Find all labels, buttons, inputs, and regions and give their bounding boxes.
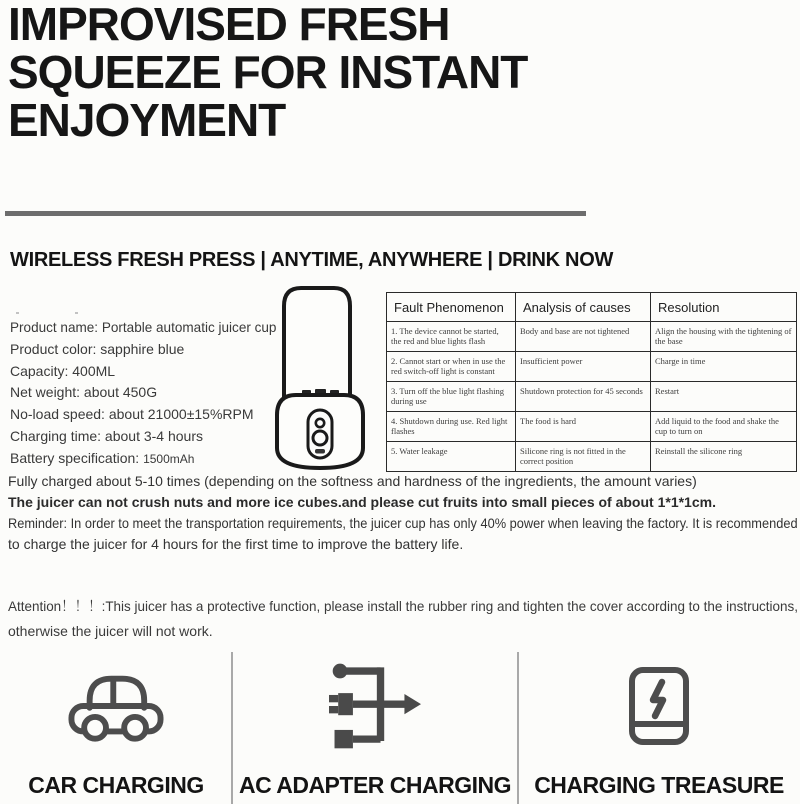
title-line-3: ENJOYMENT	[8, 94, 286, 146]
charging-option-car	[0, 648, 232, 800]
table-row	[387, 322, 797, 352]
table-header-row	[387, 293, 797, 322]
table-cell: Align the housing with the tightening of the base	[651, 322, 797, 352]
table-header-analysis: Analysis of causes	[516, 293, 651, 322]
note-charge-cycles: Fully charged about 5-10 times (depending on the softness and hardness of the ingredients, the amount varies)	[8, 473, 697, 489]
car-icon	[66, 656, 166, 756]
spec-item-weight: Net weight: about 450G	[10, 384, 158, 401]
table-cell: The food is hard	[516, 412, 651, 442]
tagline: WIRELESS FRESH PRESS | ANYTIME, ANYWHERE | DRINK NOW	[10, 249, 614, 271]
table-cell: Charge in time	[651, 352, 797, 382]
spec-item-capacity: Capacity: 400ML	[10, 362, 116, 379]
title-line-2: SQUEEZE FOR INSTANT	[8, 46, 528, 98]
note-no-nuts: The juicer can not crush nuts and more ice cubes.and please cut fruits into small pieces of about 1*1*1cm.	[8, 494, 716, 510]
table-header-resolution: Resolution	[651, 293, 797, 322]
spec-item-speed: No-load speed: about 21000±15%RPM	[10, 406, 254, 423]
charging-methods-section	[0, 648, 800, 800]
juicer-port	[315, 449, 325, 454]
vertical-divider	[231, 652, 233, 804]
spec-item-charging-time: Charging time: about 3-4 hours	[10, 427, 203, 444]
spec-list	[10, 317, 276, 471]
note-reminder-2: to charge the juicer for 4 hours for the first time to improve the battery life.	[8, 536, 464, 552]
table-cell: Add liquid to the food and shake the cup to turn on	[651, 412, 797, 442]
juicer-illustration	[274, 284, 366, 477]
power-bank-icon	[628, 656, 690, 756]
attention-line-1: Attention！！！:This juicer has a protective function, please install the rubber ring and tighten the cover according to the instructions,	[8, 598, 798, 614]
vertical-divider	[517, 652, 519, 804]
usage-notes	[8, 471, 798, 555]
table-row	[387, 442, 797, 472]
charging-option-label: CAR CHARGING	[28, 772, 204, 798]
juicer-cup	[284, 288, 350, 397]
attention-line-2: otherwise the juicer will not work.	[8, 623, 213, 639]
table-cell: Reinstall the silicone ring	[651, 442, 797, 472]
table-row	[387, 412, 797, 442]
table-cell: Body and base are not tightened	[516, 322, 651, 352]
table-header-fault: Fault Phenomenon	[387, 293, 516, 322]
table-cell: 1. The device cannot be started, the red and blue lights flash	[387, 322, 516, 352]
page-title	[8, 0, 527, 144]
charging-option-power-bank	[518, 648, 800, 800]
table-cell: Shutdown protection for 45 seconds	[516, 382, 651, 412]
table-row	[387, 382, 797, 412]
table-row	[387, 352, 797, 382]
spec-item-color: Product color: sapphire blue	[10, 340, 185, 357]
table-cell: Insufficient power	[516, 352, 651, 382]
table-cell: 4. Shutdown during use. Red light flashes	[387, 412, 516, 442]
usb-adapter-icon	[329, 656, 421, 756]
fault-table	[386, 292, 796, 472]
charging-option-label: CHARGING TREASURE	[534, 772, 784, 798]
attention-note	[8, 594, 798, 644]
spec-item-battery: Battery specification: 1500mAh	[10, 449, 195, 466]
charging-option-ac-adapter	[232, 648, 518, 800]
title-line-1: IMPROVISED FRESH	[8, 0, 450, 50]
spec-item-name: Product name: Portable automatic juicer cup	[10, 319, 277, 335]
charging-option-label: AC ADAPTER CHARGING	[238, 772, 512, 798]
note-reminder-1: Reminder: In order to meet the transportation requirements, the juicer cup has only 40% power when leaving the factory. It is recommended	[8, 515, 798, 531]
divider-rule	[5, 211, 586, 216]
table-cell: 2. Cannot start or when in use the red switch-off light is constant	[387, 352, 516, 382]
table-cell: Silicone ring is not fitted in the correct position	[516, 442, 651, 472]
table-cell: 3. Turn off the blue light flashing during use	[387, 382, 516, 412]
table-cell: 5. Water leakage	[387, 442, 516, 472]
table-cell: Restart	[651, 382, 797, 412]
